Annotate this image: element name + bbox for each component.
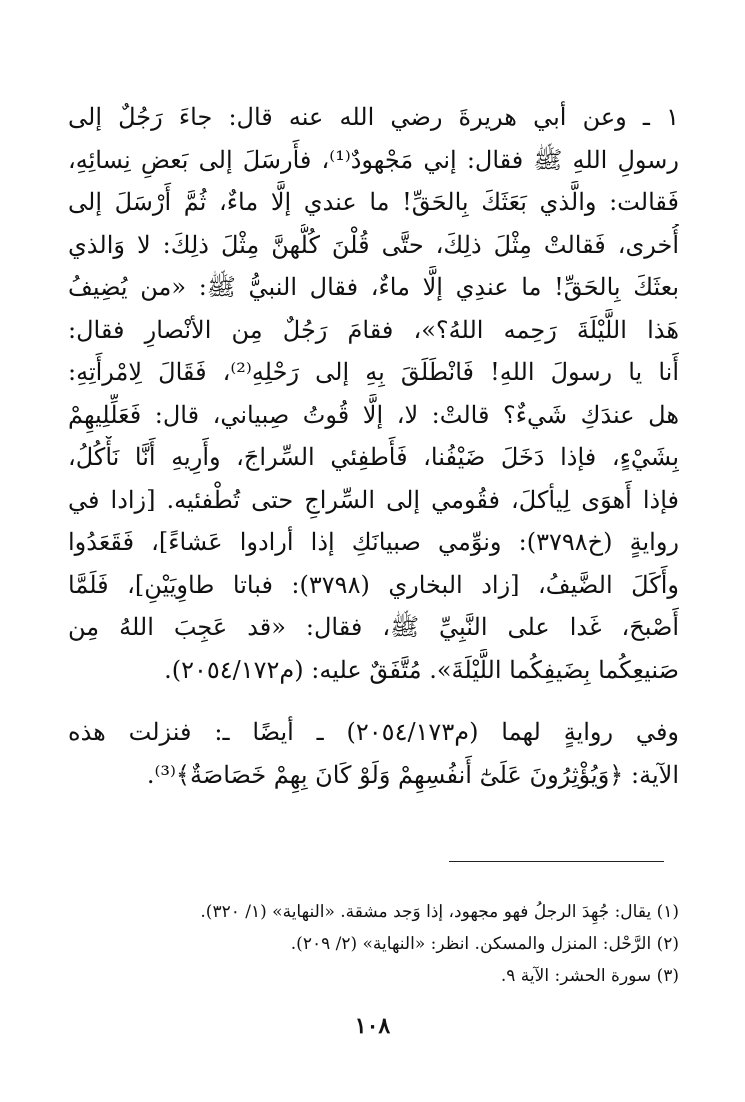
page-number: ١٠٨ bbox=[354, 1013, 391, 1039]
text-line: بعثَكَ بِالحَقِّ! ما عندِي إلَّا ماءٌ، فقال النبيُّ ﷺ: «من يُضِيفُ bbox=[68, 273, 679, 301]
text-line: أَصْبحَ، غَدا على النَّبِيِّ ﷺ، فقال: «قد عَجِبَ اللهُ مِن bbox=[68, 613, 679, 641]
text-line: هَذا اللَّيْلَةَ رَحِمه اللهُ؟»، فقامَ رَجُلٌ مِن الأنْصارِ فقال: bbox=[68, 315, 679, 344]
footnotes bbox=[80, 896, 679, 992]
text-line: روايةٍ (خ٣٧٩٨): ونوِّمي صبيانَكِ إذا أرادوا عَشاءً]، فَقَعَدُوا bbox=[68, 528, 679, 556]
riwaya-line: وفي روايةٍ لهما (م٢٠٥٤/١٧٣) ـ أيضًا ـ: فنزلت هذه bbox=[68, 718, 679, 746]
riwaya-line: الآية: ﴿وَيُؤْثِرُونَ عَلَىٰٓ أَنفُسِهِمْ وَلَوْ كَانَ بِهِمْ خَصَاصَةٌ﴾⁽³⁾. bbox=[146, 760, 679, 789]
paragraph-gap bbox=[68, 691, 679, 711]
text-line: فَقالت: والَّذي بَعَثَكَ بِالحَقِّ! ما عندي إلَّا ماءٌ، ثُمَّ أَرْسَلَ إلى bbox=[68, 188, 679, 216]
text-line: رسولِ اللهِ ﷺ فقال: إني مَجْهودٌ⁽¹⁾، فأَرسَلَ إلى بَعضِ نِسائِهِ، bbox=[68, 145, 679, 174]
text-line: وأَكَلَ الضَّيفُ، [زاد البخاري (٣٧٩٨): فباتا طاوِيَيْنِ]، فَلَمَّا bbox=[68, 570, 679, 599]
text-line: هل عندَكِ شَيءٌ؟ قالتْ: لا، إلَّا قُوتُ صِبياني، قال: فَعَلِّلِيهِمْ bbox=[68, 400, 679, 429]
text-line: أَنا يا رسولَ اللهِ! فَانْطَلَقَ بِهِ إلى رَحْلِهِ⁽²⁾، فَقَالَ لِامْرأَتِهِ: bbox=[68, 358, 679, 386]
text-line: أُخرى، فَقالتْ مِثْلَ ذلِكَ، حتَّى قُلْنَ كُلُّهنَّ مِثْلَ ذلِكَ: لا وَالذي bbox=[68, 230, 679, 259]
text-line: صَنيعِكُما بِضَيفِكُما اللَّيْلَةَ». مُتَّفَقٌ عليه: (م٢٠٥٤/١٧٢). bbox=[164, 655, 679, 684]
footnote-1: (١) يقال: جُهِدَ الرجلُ فهو مجهود، إذا وَجد مشقة. «النهاية» (١/ ٣٢٠). bbox=[200, 902, 679, 922]
text-line: بِشَيْءٍ، فإذا دَخَلَ ضَيْفُنا، فَأَطفِئي السِّراجَ، وأَرِيهِ أَنَّا نَأْكُلُ، bbox=[68, 443, 679, 471]
footnote-divider bbox=[449, 861, 664, 862]
text-line: ١ ـ وعن أبي هريرةَ رضي الله عنه قال: جاءَ رَجُلٌ إلى bbox=[68, 103, 679, 131]
footnote-3: (٣) سورة الحشر: الآية ٩. bbox=[500, 966, 679, 986]
footnote-2: (٢) الرَّحْل: المنزل والمسكن. انظر: «النهاية» (٢/ ٢٠٩). bbox=[290, 934, 679, 954]
text-line: فإذا أَهوَى لِيأكلَ، فقُومي إلى السِّراجِ حتى تُطْفئيه. [زادا في bbox=[68, 485, 679, 514]
hadith-text bbox=[68, 96, 679, 796]
